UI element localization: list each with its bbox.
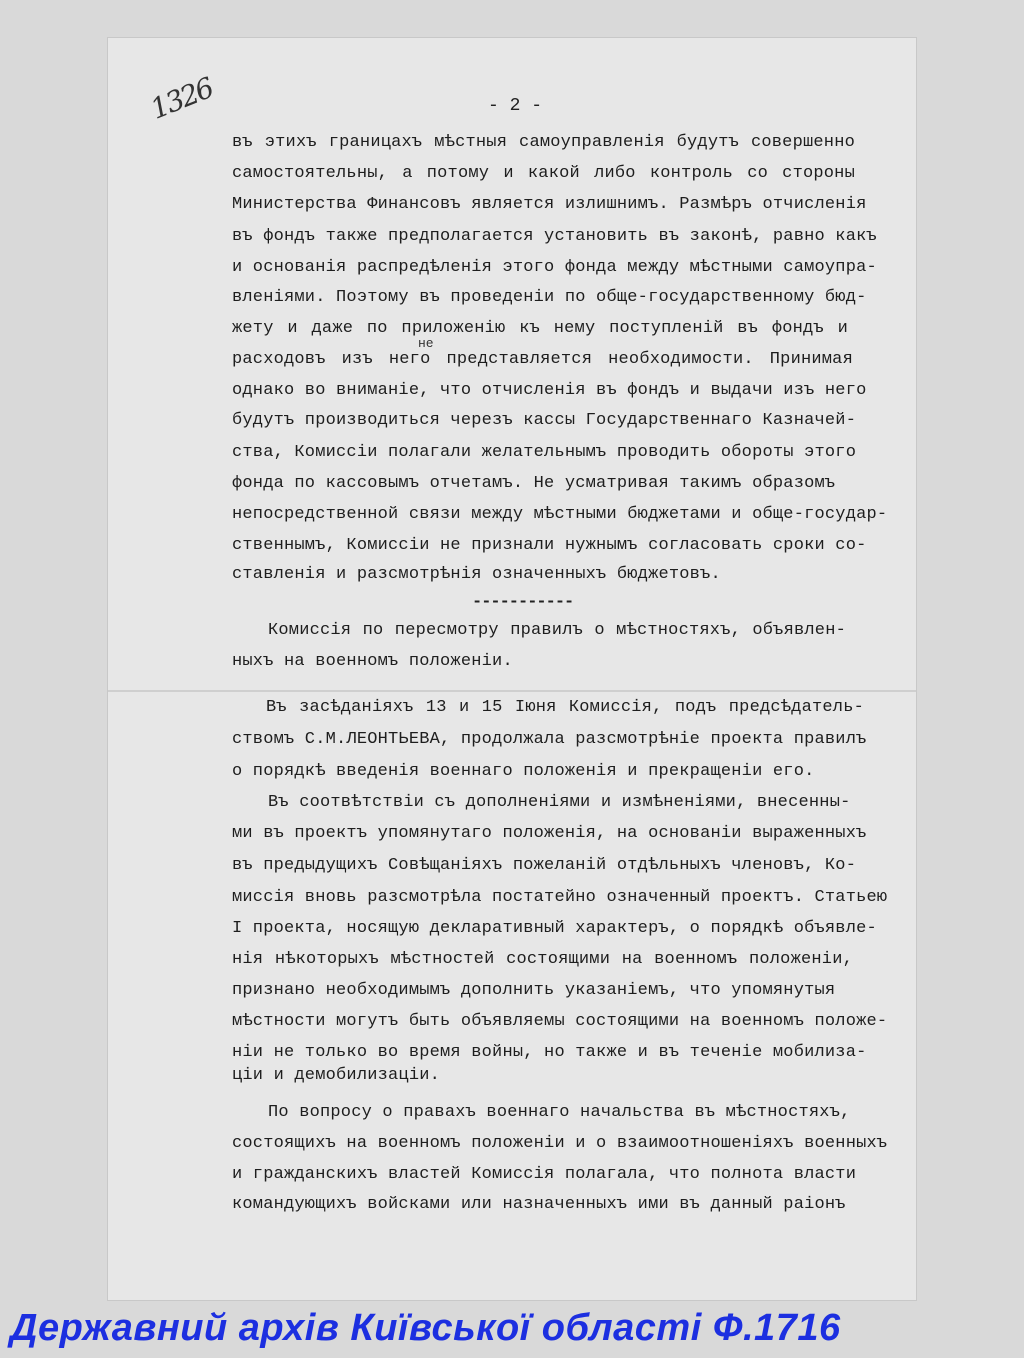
text-line: ніи не только во время войны, но также и въ теченіе мобилиза- bbox=[232, 1043, 867, 1062]
text-line: Въ соотвѣтствіи съ дополненіями и измѣненіями, внесенны- bbox=[268, 793, 851, 812]
text-line: нія нѣкоторыхъ мѣстностей состоящими на военномъ положеніи, bbox=[232, 950, 853, 969]
text-line: Въ засѣданіяхъ 13 и 15 Іюня Комиссія, подъ предсѣдатель- bbox=[266, 698, 864, 717]
text-line: въ фондъ также предполагается установить въ законѣ, равно какъ bbox=[232, 227, 877, 246]
text-line: мѣстности могутъ быть объявляемы состоящими на военномъ положе- bbox=[232, 1012, 888, 1031]
text-line: ставленія и разсмотрѣнія означенныхъ бюджетовъ. bbox=[232, 565, 721, 584]
text-line: ства, Комиссіи полагали желательнымъ проводить обороты этого bbox=[232, 443, 857, 462]
text-line: командующихъ войсками или назначенныхъ ими въ данный раіонъ bbox=[232, 1195, 846, 1214]
archive-watermark: Державний архів Київської області Ф.1716 bbox=[10, 1307, 841, 1349]
text-line: Комиссія по пересмотру правилъ о мѣстностяхъ, объявлен- bbox=[268, 621, 846, 640]
page-number: - 2 - bbox=[487, 96, 542, 116]
text-line: ми въ проектъ упомянутаго положенія, на основаніи выраженныхъ bbox=[232, 824, 867, 843]
text-line: въ этихъ границахъ мѣстныя самоуправленія будутъ совершенно bbox=[232, 133, 855, 152]
text-line: По вопросу о правахъ военнаго начальства въ мѣстностяхъ, bbox=[268, 1103, 851, 1122]
text-line: расходовъ изъ него представляется необходимости. Принимая bbox=[232, 350, 853, 369]
text-line: Министерства Финансовъ является излишнимъ. Размѣръ отчисленія bbox=[232, 195, 867, 214]
text-line: I проекта, носящую декларативный характеръ, о порядкѣ объявле- bbox=[232, 919, 877, 938]
handwritten-archive-number: 1326 bbox=[145, 71, 217, 126]
page-fold-line bbox=[108, 690, 916, 692]
text-line: ственнымъ, Комиссіи не признали нужнымъ согласовать сроки со- bbox=[232, 536, 867, 555]
text-line: фонда по кассовымъ отчетамъ. Не усматривая такимъ образомъ bbox=[232, 474, 836, 493]
text-line: миссія вновь разсмотрѣла постатейно означенный проектъ. Статьею bbox=[232, 888, 888, 907]
text-line: ныхъ на военномъ положеніи. bbox=[232, 652, 513, 671]
text-line: ціи и демобилизаціи. bbox=[232, 1066, 441, 1085]
text-line: будутъ производиться черезъ кассы Государственнаго Казначей- bbox=[232, 411, 857, 430]
text-line: ствомъ С.М.ЛЕОНТЬЕВА, продолжала разсмотрѣніе проекта правилъ bbox=[232, 730, 867, 749]
text-line: о порядкѣ введенія военнаго положенія и прекращеніи его. bbox=[232, 762, 815, 781]
section-separator: ----------- bbox=[472, 593, 574, 612]
text-line: признано необходимымъ дополнить указаніемъ, что упомянутыя bbox=[232, 981, 836, 1000]
text-line: вленіями. Поэтому въ проведеніи по обще-государственному бюд- bbox=[232, 288, 867, 307]
handwritten-insertion: не bbox=[418, 336, 434, 351]
text-line: состоящихъ на военномъ положеніи и о взаимоотношеніяхъ военныхъ bbox=[232, 1134, 888, 1153]
text-line: жету и даже по приложенію къ нему поступленій въ фондъ и bbox=[232, 319, 848, 338]
text-line: и гражданскихъ властей Комиссія полагала, что полнота власти bbox=[232, 1165, 857, 1184]
text-line: непосредственной связи между мѣстными бюджетами и обще-государ- bbox=[232, 505, 888, 524]
text-line: однако во вниманіе, что отчисленія въ фондъ и выдачи изъ него bbox=[232, 381, 867, 400]
text-line: въ предыдущихъ Совѣщаніяхъ пожеланій отдѣльныхъ членовъ, Ко- bbox=[232, 856, 857, 875]
text-line: и основанія распредѣленія этого фонда между мѣстными самоупра- bbox=[232, 258, 877, 277]
text-line: самостоятельны, а потому и какой либо контроль со стороны bbox=[232, 164, 855, 183]
